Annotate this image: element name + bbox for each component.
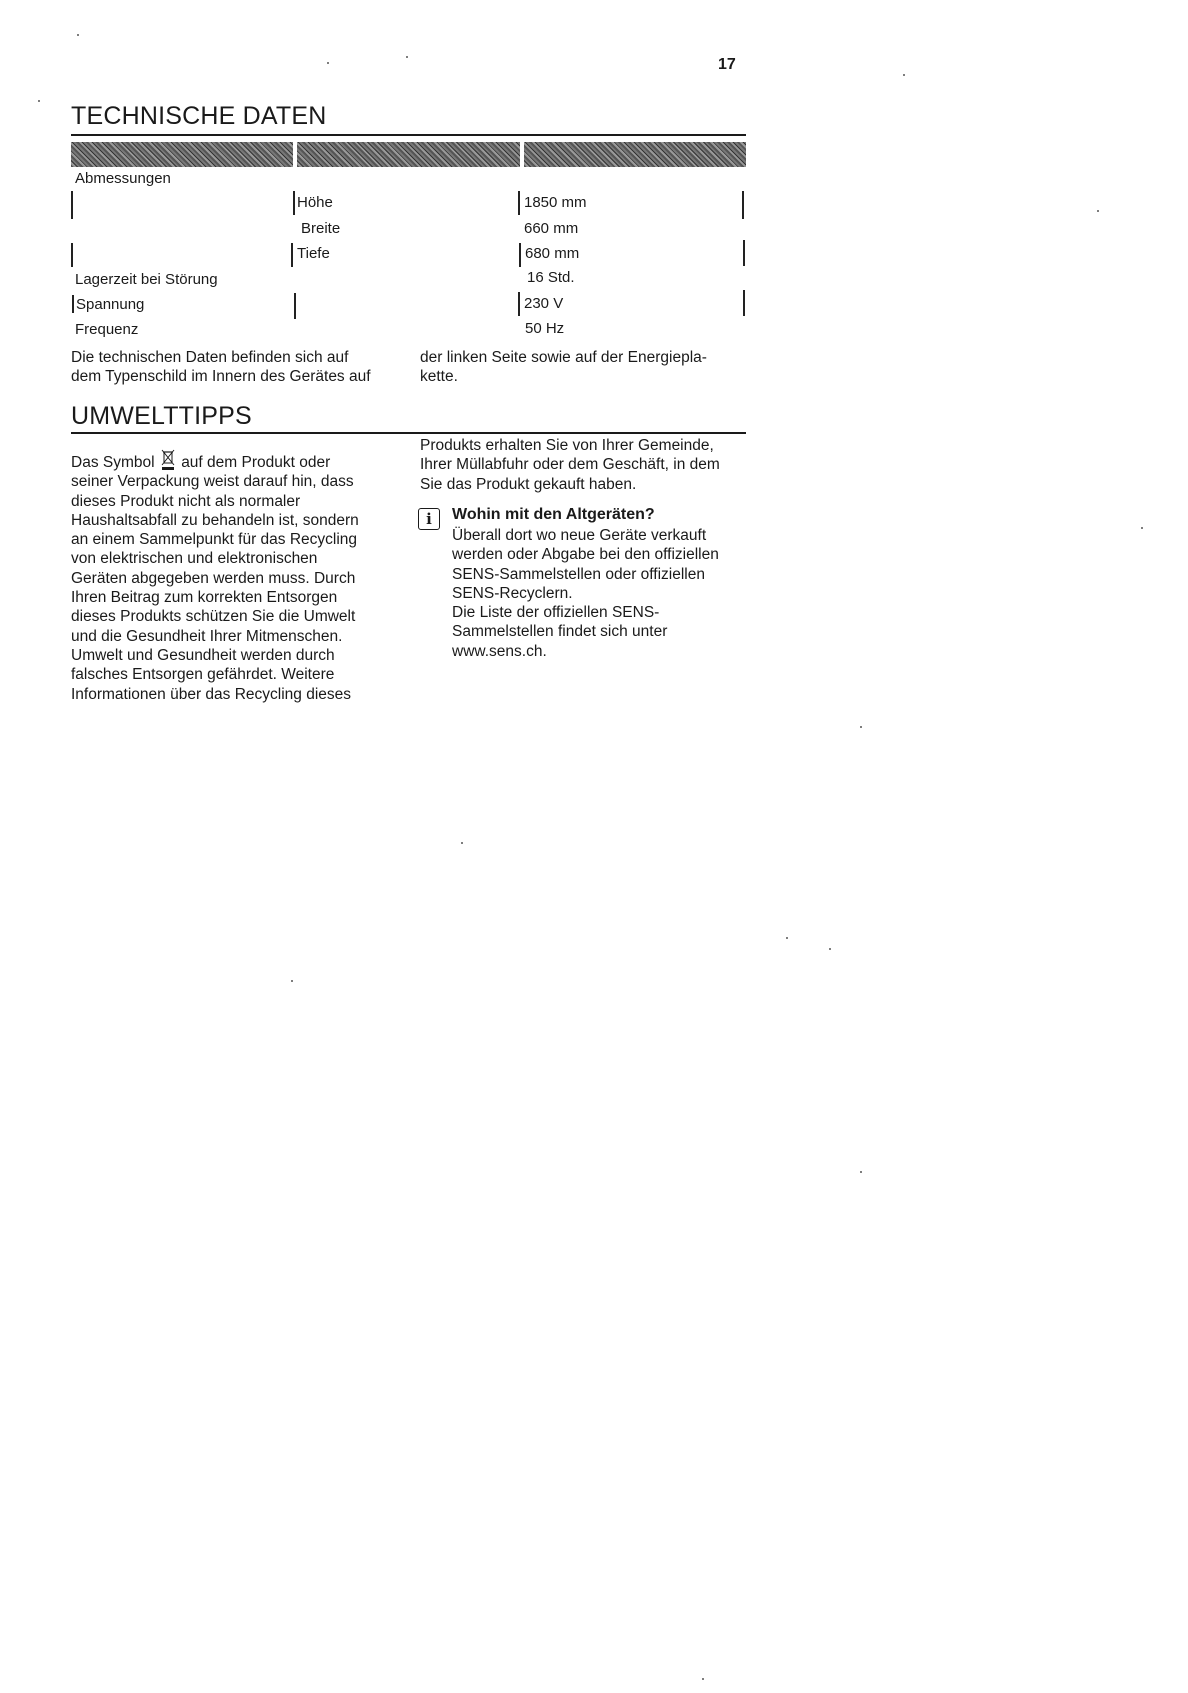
text-line: dieses Produkt nicht als normaler xyxy=(71,492,301,510)
scan-speck xyxy=(702,1678,704,1680)
column-mark xyxy=(519,243,521,267)
text-line: Informationen über das Recycling dieses xyxy=(71,685,352,703)
environment-text-right xyxy=(420,436,750,494)
environment-text-left xyxy=(71,449,406,704)
column-mark xyxy=(294,293,296,319)
text-line: Überall dort wo neue Geräte verkauft xyxy=(452,527,707,544)
text-fragment: auf dem Produkt oder xyxy=(181,454,331,471)
text-line: an einem Sammelpunkt für das Recycling xyxy=(71,531,358,549)
table-header-cell xyxy=(297,142,519,167)
row-value-depth: 680 mm xyxy=(525,245,580,262)
section-rule xyxy=(71,432,746,434)
scan-speck xyxy=(1141,527,1143,529)
text-line: von elektrischen und elektronischen xyxy=(71,550,318,568)
column-mark xyxy=(293,191,295,215)
column-mark xyxy=(518,191,520,215)
text-line: Geräten abgegeben werden muss. Durch xyxy=(71,569,356,587)
row-label-width: Breite xyxy=(301,220,341,237)
text-line xyxy=(71,449,406,472)
section-title-environment-tips: UMWELTTIPPS xyxy=(71,402,252,430)
crossed-out-wheelie-bin-icon xyxy=(161,449,175,471)
row-label-voltage: Spannung xyxy=(76,296,145,313)
text-line: seiner Verpackung weist darauf hin, dass xyxy=(71,473,354,491)
table-header-band xyxy=(71,142,746,167)
table-header-cell xyxy=(71,142,293,167)
scan-speck xyxy=(860,1171,862,1173)
column-mark xyxy=(743,240,745,266)
technical-note-right xyxy=(420,348,750,387)
table-header-cell xyxy=(524,142,746,167)
row-value-frequency: 50 Hz xyxy=(525,320,565,337)
text-line: Ihrer Müllabfuhr oder dem Geschäft, in dem xyxy=(420,456,720,474)
text-line: falsches Entsorgen gefährdet. Weitere xyxy=(71,666,335,684)
text-line: dem Typenschild im Innern des Gerätes auf xyxy=(71,368,371,386)
scan-speck xyxy=(461,842,463,844)
column-mark xyxy=(743,290,745,316)
column-mark xyxy=(518,292,520,316)
row-value-storage: 16 Std. xyxy=(527,269,575,286)
section-title-technical-data: TECHNISCHE DATEN xyxy=(71,102,327,130)
text-line: Sammelstellen findet sich unter xyxy=(452,623,668,641)
scan-speck xyxy=(860,726,862,728)
row-value-height: 1850 mm xyxy=(524,194,587,211)
scan-speck xyxy=(786,937,788,939)
scan-speck xyxy=(406,56,408,58)
text-line: kette. xyxy=(420,368,458,386)
column-mark xyxy=(71,191,73,219)
page-number: 17 xyxy=(718,56,736,73)
scan-speck xyxy=(327,62,329,64)
text-line: werden oder Abgabe bei den offiziellen xyxy=(452,546,719,564)
scan-speck xyxy=(1097,210,1099,212)
text-line: Umwelt und Gesundheit werden durch xyxy=(71,646,335,664)
column-mark xyxy=(72,295,74,313)
info-icon: i xyxy=(418,508,440,530)
section-rule xyxy=(71,134,746,136)
text-line: und die Gesundheit Ihrer Mitmenschen. xyxy=(71,627,343,645)
text-line: Haushaltsabfall zu behandeln ist, sondern xyxy=(71,511,359,529)
text-fragment: Das Symbol xyxy=(71,454,155,471)
scan-speck xyxy=(291,980,293,982)
technical-note-left xyxy=(71,348,411,387)
row-label-dimensions: Abmessungen xyxy=(75,170,171,187)
scan-speck xyxy=(38,100,40,102)
scan-speck xyxy=(903,74,905,76)
column-mark xyxy=(71,243,73,267)
column-mark xyxy=(291,243,293,267)
text-line: Die Liste der offiziellen SENS- xyxy=(452,604,660,622)
text-line: SENS-Recyclern. xyxy=(452,584,573,602)
text-line: dieses Produkts schützen Sie die Umwelt xyxy=(71,608,356,626)
text-line: Ihren Beitrag zum korrekten Entsorgen xyxy=(71,589,338,607)
column-mark xyxy=(742,191,744,219)
row-value-width: 660 mm xyxy=(524,220,579,237)
info-box-text xyxy=(452,526,752,661)
text-line: www.sens.ch. xyxy=(452,642,547,660)
row-label-height: Höhe xyxy=(297,194,333,211)
text-line: Sie das Produkt gekauft haben. xyxy=(420,475,637,493)
info-box-title: Wohin mit den Altgeräten? xyxy=(452,506,655,523)
text-line: der linken Seite sowie auf der Energiepla- xyxy=(420,349,707,366)
row-label-storage: Lagerzeit bei Störung xyxy=(75,271,218,288)
text-line: Die technischen Daten befinden sich auf xyxy=(71,349,349,366)
text-line: SENS-Sammelstellen oder offiziellen xyxy=(452,565,705,583)
text-line: Produkts erhalten Sie von Ihrer Gemeinde, xyxy=(420,437,714,454)
scan-speck xyxy=(77,34,79,36)
scan-speck xyxy=(829,948,831,950)
row-label-depth: Tiefe xyxy=(297,245,330,262)
row-value-voltage: 230 V xyxy=(524,295,564,312)
row-label-frequency: Frequenz xyxy=(75,321,139,338)
